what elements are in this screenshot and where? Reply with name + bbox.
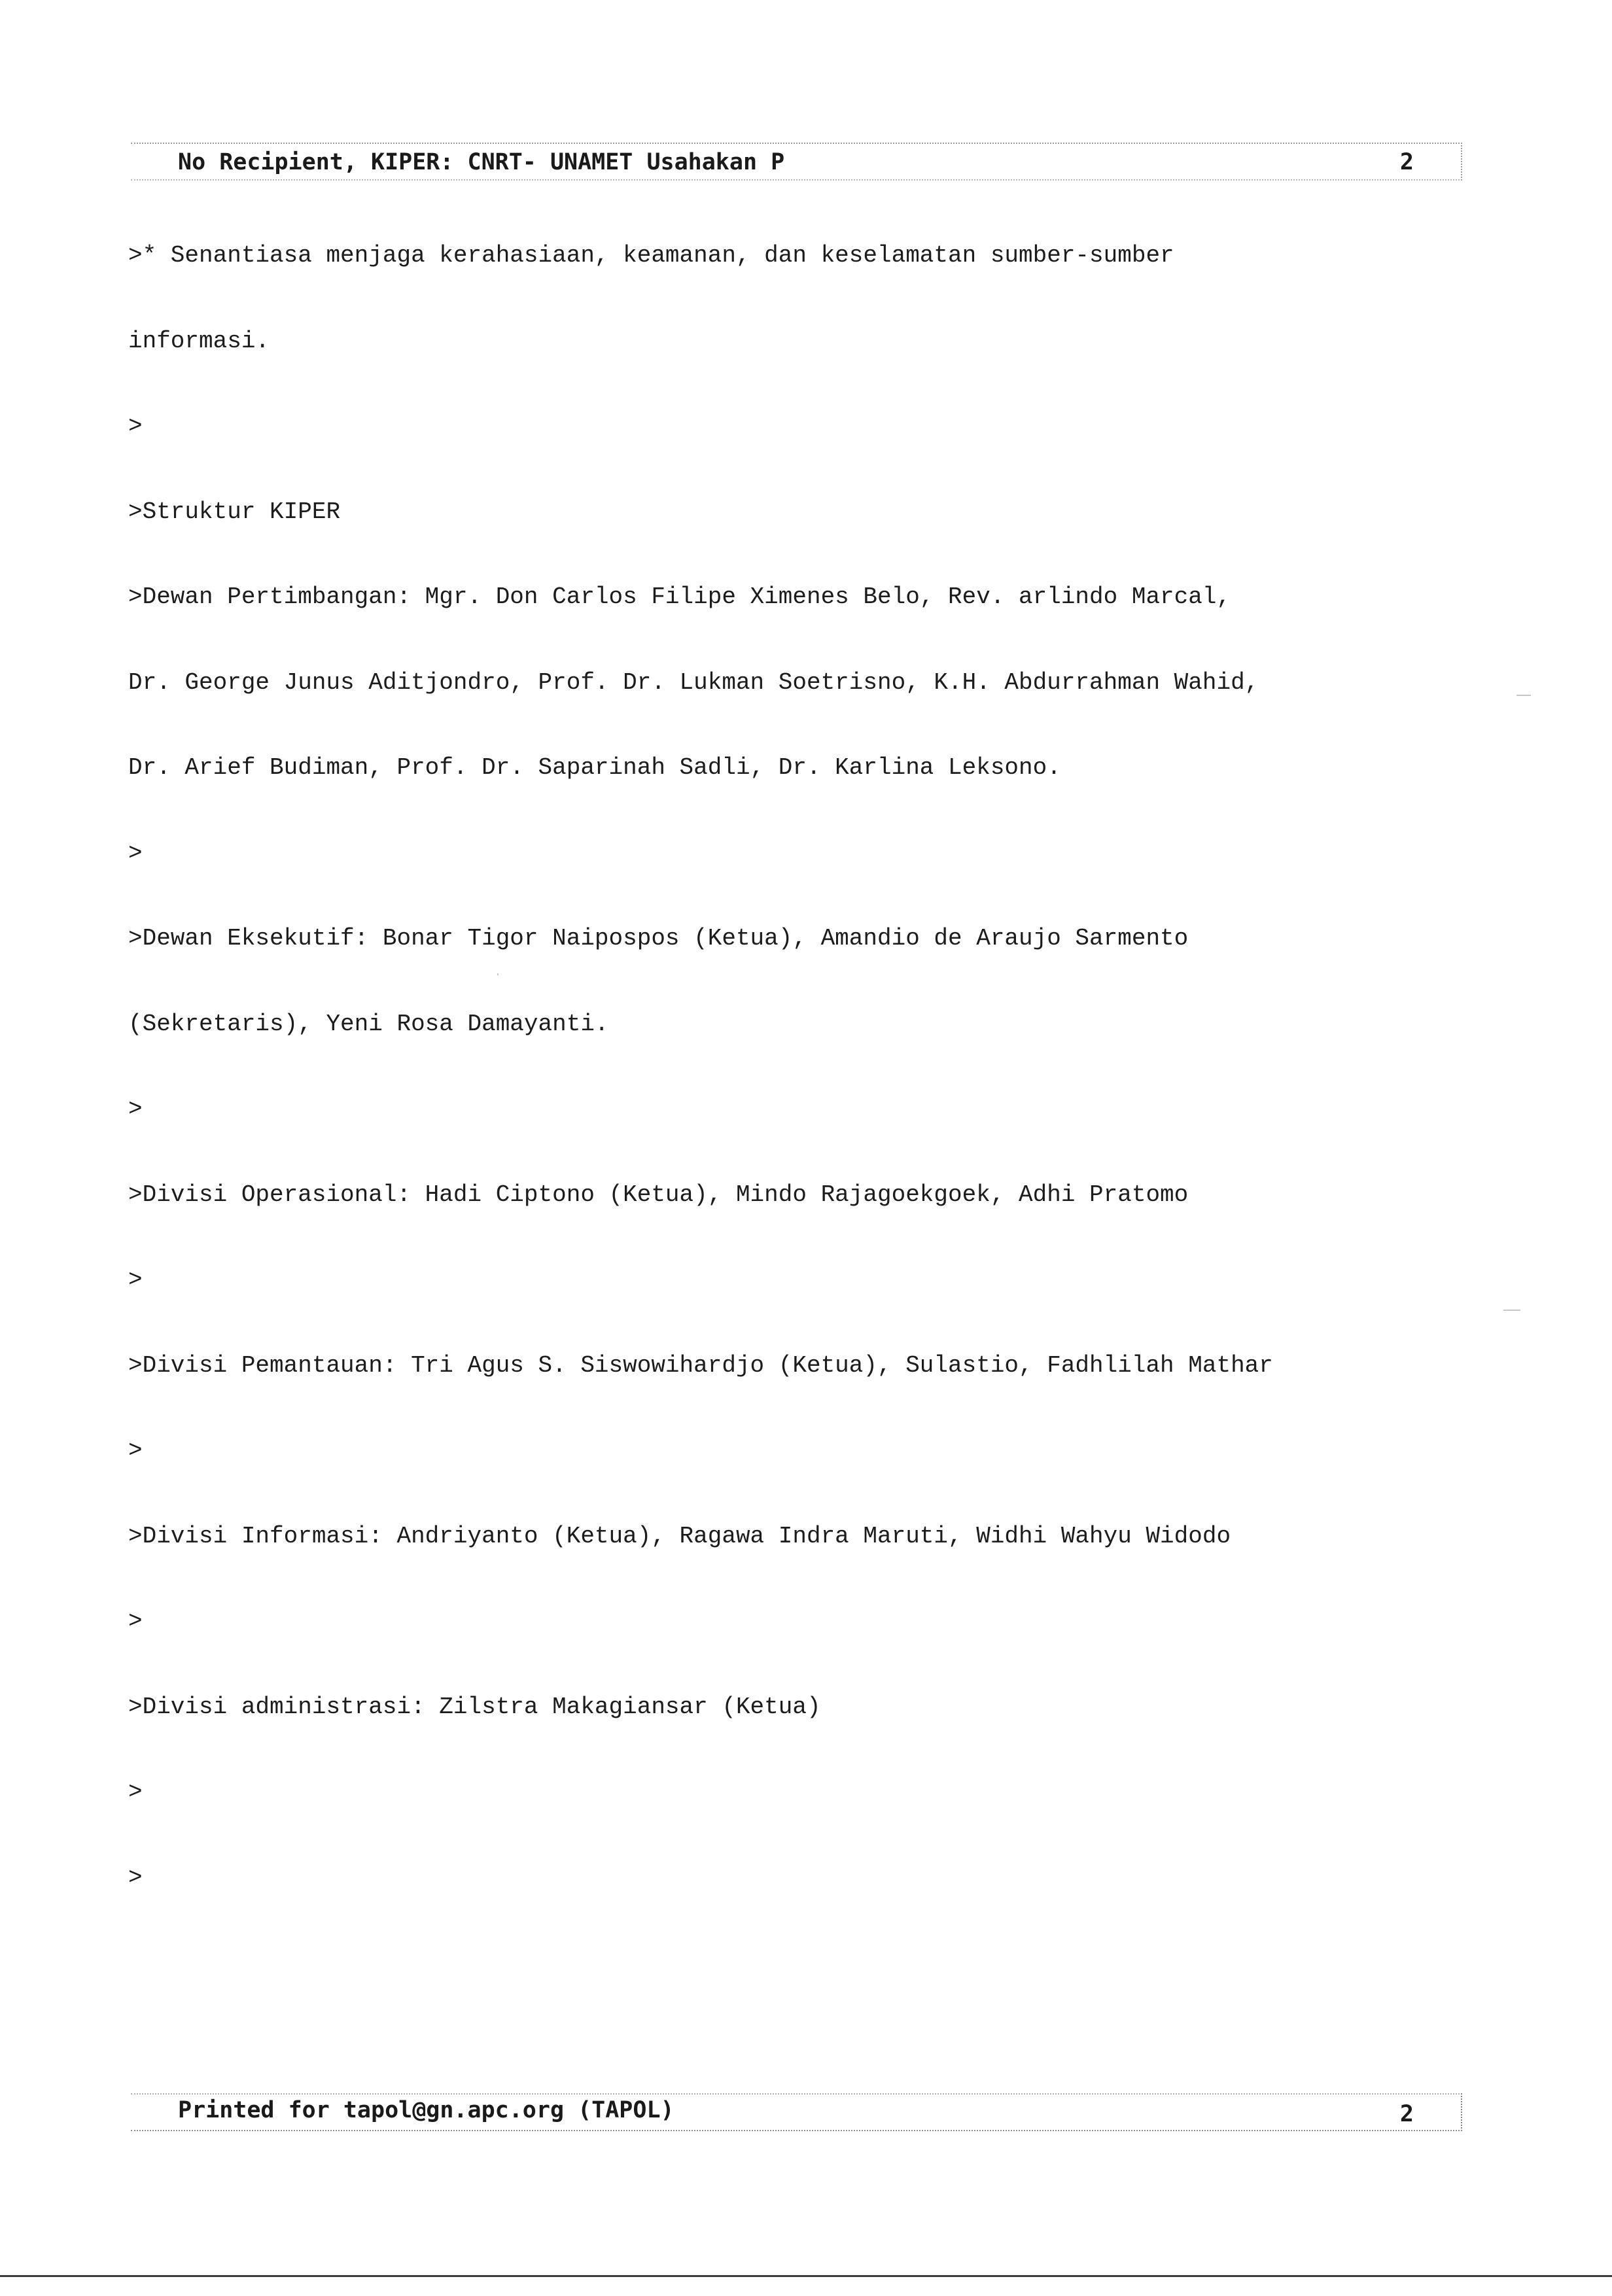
body-line: >Divisi Operasional: Hadi Ciptono (Ketua), Mindo Rajagoekgoek, Adhi Pratomo <box>128 1181 1189 1208</box>
body-line: > <box>128 1096 143 1122</box>
scan-bottom-edge <box>0 2275 1612 2277</box>
body-line: > <box>128 1437 143 1464</box>
header-right-rule <box>1461 143 1462 181</box>
body-line: >Divisi Informasi: Andriyanto (Ketua), Ragawa Indra Maruti, Widhi Wahyu Widodo <box>128 1522 1231 1550</box>
footer-bottom-rule <box>131 2130 1462 2131</box>
header-top-rule <box>131 143 1462 144</box>
body-line: >Dewan Pertimbangan: Mgr. Don Carlos Filipe Ximenes Belo, Rev. arlindo Marcal, <box>128 583 1231 610</box>
body-line: >Divisi administrasi: Zilstra Makagiansar (Ketua) <box>128 1693 821 1720</box>
scan-speck <box>497 973 499 975</box>
body-line: >Divisi Pemantauan: Tri Agus S. Siswowihardjo (Ketua), Sulastio, Fadhlilah Mathar <box>128 1351 1273 1379</box>
body-line: >* Senantiasa menjaga kerahasiaan, keamanan, dan keselamatan sumber-sumber <box>128 242 1174 269</box>
body-line: Dr. Arief Budiman, Prof. Dr. Saparinah Sadli, Dr. Karlina Leksono. <box>128 754 1061 781</box>
header-bottom-rule <box>131 179 1462 181</box>
footer-top-rule <box>131 2093 1462 2095</box>
header-page-number: 2 <box>1399 149 1414 175</box>
footer-page-number: 2 <box>1399 2101 1414 2127</box>
body-line: >Dewan Eksekutif: Bonar Tigor Naipospos (Ketua), Amandio de Araujo Sarmento <box>128 925 1189 952</box>
body-line: > <box>128 1779 143 1805</box>
footer-printed-for: Printed for tapol@gn.apc.org (TAPOL) <box>178 2097 675 2123</box>
body-line: >Struktur KIPER <box>128 498 341 525</box>
body-line: informasi. <box>128 327 270 355</box>
body-line: > <box>128 1864 143 1891</box>
body-line: Dr. George Junus Aditjondro, Prof. Dr. Lukman Soetrisno, K.H. Abdurrahman Wahid, <box>128 669 1259 696</box>
body-line: > <box>128 839 143 867</box>
footer-right-rule <box>1461 2093 1462 2131</box>
scan-speck <box>1503 1310 1520 1311</box>
page-header <box>131 143 1462 181</box>
header-title: No Recipient, KIPER: CNRT- UNAMET Usahakan P <box>178 149 785 175</box>
scan-speck <box>1516 695 1531 696</box>
page-footer <box>131 2093 1462 2131</box>
body-line: > <box>128 413 143 440</box>
email-body <box>128 184 1463 1949</box>
body-line: (Sekretaris), Yeni Rosa Damayanti. <box>128 1010 609 1037</box>
body-line: > <box>128 1266 143 1293</box>
body-line: > <box>128 1608 143 1635</box>
